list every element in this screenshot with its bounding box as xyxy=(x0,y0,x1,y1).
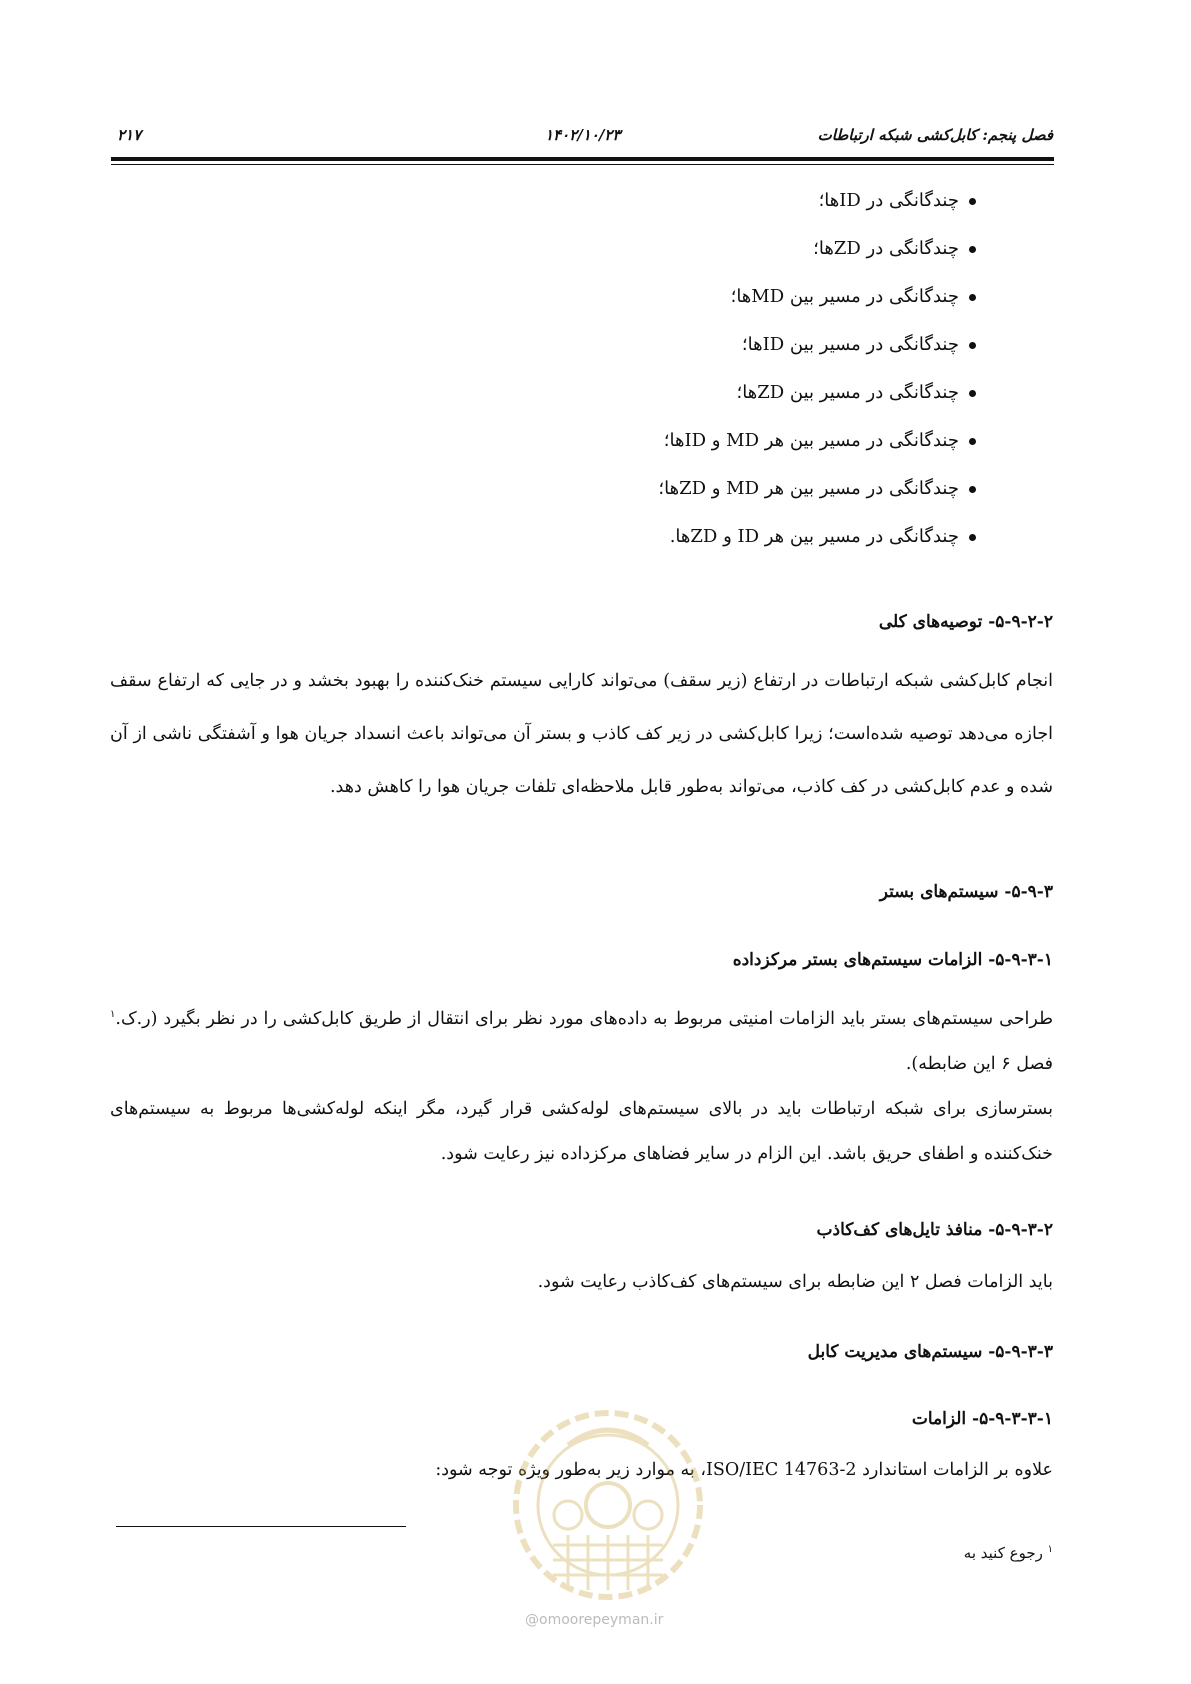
bullet-list xyxy=(376,190,976,574)
header-rule-thin xyxy=(111,164,1054,165)
bullet-icon xyxy=(969,246,976,253)
list-item xyxy=(376,526,976,574)
list-item xyxy=(376,430,976,478)
bullet-icon xyxy=(969,342,976,349)
page-number: ۲۱۷ xyxy=(117,126,142,144)
header-date: ۱۴۰۲/۱۰/۲۳ xyxy=(545,126,621,144)
list-item-text: چندگانگی در مسیر بین هر MD و IDها؛ xyxy=(663,430,959,451)
paragraph-text-end: فصل ۶ این ضابطه). xyxy=(905,1053,1053,1074)
watermark-logo-icon xyxy=(508,1405,708,1625)
paragraph-general-recommendations: انجام کابل‌کشی شبکه ارتباطات در ارتفاع (زیر سقف) می‌تواند کارایی سیستم خنک‌کننده را بهبود بخشد و در جایی که ارتفاع سقف اجازه می‌دهد توصیه شده‌است؛ زیرا کابل‌کشی در زیر کف کاذب و بستر آن می‌تواند باعث انسداد جریان هوا و آشفتگی ناشی از آن شده و عدم کابل‌کشی در کف کاذب، می‌تواند به‌طور قابل ملاحظه‌ای تلفات جریان هوا را کاهش دهد. xyxy=(110,671,1053,797)
list-item-text: چندگانگی در ZDها؛ xyxy=(813,238,959,259)
list-item xyxy=(376,286,976,334)
footnote-ref: ۱ xyxy=(110,1009,116,1020)
section-heading-general-recommendations: ۵-۹-۲-۲- توصیه‌های کلی xyxy=(878,612,1053,632)
footnote-rule xyxy=(116,1526,406,1527)
paragraph-text: طراحی سیستم‌های بستر باید الزامات امنیتی مربوط به داده‌های مورد نظر برای انتقال از طریق کابل‌کشی را در نظر بگیرد (ر.ک. xyxy=(115,1008,1053,1029)
bullet-icon xyxy=(969,486,976,493)
footnote-number: ۱ xyxy=(1047,1544,1053,1555)
list-item-text: چندگانگی در IDها؛ xyxy=(818,190,959,211)
list-item xyxy=(376,190,976,238)
list-item xyxy=(376,334,976,382)
section-heading-cable-management: ۵-۹-۳-۳- سیستم‌های مدیریت کابل xyxy=(807,1342,1053,1362)
chapter-title: فصل پنجم: کابل‌کشی شبکه ارتباطات xyxy=(817,126,1053,144)
bullet-icon xyxy=(969,390,976,397)
bullet-icon xyxy=(969,534,976,541)
section-heading-floor-tile-openings: ۵-۹-۳-۲- منافذ تایل‌های کف‌کاذب xyxy=(816,1220,1053,1240)
section-heading-pathway-requirements: ۵-۹-۳-۱- الزامات سیستم‌های بستر مرکزداده xyxy=(732,950,1053,970)
paragraph-standard-requirements: علاوه بر الزامات استاندارد ISO/IEC 14763-2، به موارد زیر به‌طور ویژه توجه شود: xyxy=(435,1460,1053,1480)
footnote-text: رجوع کنید به xyxy=(963,1544,1043,1562)
list-item-text: چندگانگی در مسیر بین IDها؛ xyxy=(741,334,959,355)
watermark-text: @omoorepeyman.ir xyxy=(525,1612,664,1628)
list-item-text: چندگانگی در مسیر بین MDها؛ xyxy=(730,286,959,307)
bullet-icon xyxy=(969,198,976,205)
list-item xyxy=(376,382,976,430)
header-rule-thick xyxy=(111,157,1054,161)
paragraph-pathway-placement: بسترسازی برای شبکه ارتباطات باید در بالای سیستم‌های لوله‌کشی قرار گیرد، مگر اینکه لوله‌کشی‌ها مربوط به سیستم‌های خنک‌کننده و اطفای حریق باشد. این الزام در سایر فضاهای مرکزداده نیز رعایت شود. xyxy=(110,1099,1053,1164)
list-item-text: چندگانگی در مسیر بین ZDها؛ xyxy=(736,382,959,403)
list-item-text: چندگانگی در مسیر بین هر MD و ZDها؛ xyxy=(658,478,959,499)
bullet-icon xyxy=(969,438,976,445)
section-heading-pathway-systems: ۵-۹-۳- سیستم‌های بستر xyxy=(879,882,1053,902)
list-item xyxy=(376,238,976,286)
list-item xyxy=(376,478,976,526)
bullet-icon xyxy=(969,294,976,301)
footnote xyxy=(964,1544,1053,1562)
paragraph-floor-tile-openings: باید الزامات فصل ۲ این ضابطه برای سیستم‌های کف‌کاذب رعایت شود. xyxy=(537,1272,1053,1292)
section-heading-requirements: ۵-۹-۳-۳-۱- الزامات xyxy=(911,1409,1053,1429)
paragraph-pathway-security xyxy=(110,992,1053,1087)
list-item-text: چندگانگی در مسیر بین هر ID و ZDها. xyxy=(669,526,959,547)
